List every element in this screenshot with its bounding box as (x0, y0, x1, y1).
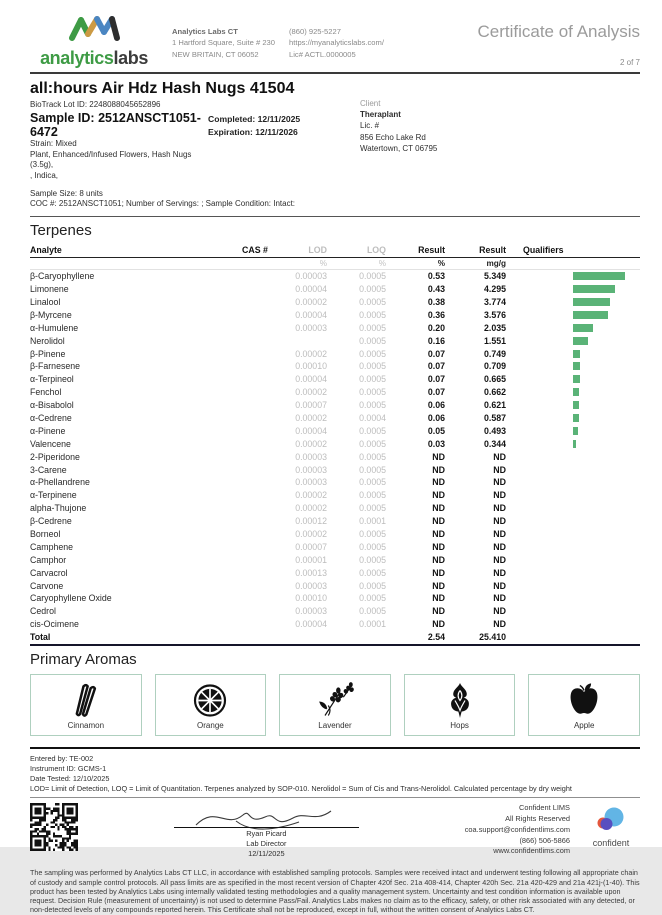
result-mgg-value: 0.621 (483, 400, 506, 411)
sample-id-row (30, 111, 640, 181)
sample-section-divider (30, 216, 640, 217)
lod-value: 0.00002 (295, 387, 327, 398)
page-header (30, 12, 640, 69)
aroma-box-hops (404, 674, 516, 736)
terpenes-title: Terpenes (30, 221, 92, 239)
lod-value: 0.00003 (295, 322, 327, 333)
loq-value: 0.0005 (359, 451, 386, 462)
result-bar (573, 401, 579, 409)
table-units-row (30, 258, 640, 270)
result-pct-value: ND (432, 464, 445, 475)
loq-value: 0.0005 (359, 425, 386, 436)
result-pct-value: 0.06 (427, 412, 445, 423)
result-pct-value: 0.53 (427, 271, 445, 282)
biotrack-lot-id: BioTrack Lot ID: 2248088045652896 (30, 100, 161, 109)
total-row (30, 631, 640, 646)
result-mgg-value: ND (493, 528, 506, 539)
loq-value: 0.0005 (359, 374, 386, 385)
loq-value: 0.0005 (359, 503, 386, 514)
result-bar (573, 362, 580, 370)
table-row (30, 566, 640, 579)
lod-value: 0.00007 (295, 541, 327, 552)
analyte-name: Limonene (30, 284, 69, 295)
matrix-line1: Plant, Enhanced/Infused Flowers, Hash Nugs (3.5g), (30, 149, 192, 170)
lab-address2: NEW BRITAIN, CT 06052 (172, 49, 259, 59)
lod-value: 0.00001 (295, 554, 327, 565)
loq-value: 0.0005 (359, 322, 386, 333)
result-bar (573, 298, 610, 306)
analyte-name: α-Pinene (30, 425, 66, 436)
total-result-mgg: 25.410 (479, 632, 506, 643)
zigzag-chart-logo-icon (68, 14, 120, 42)
aroma-label: Cinnamon (67, 720, 105, 730)
lab-address-block (172, 12, 275, 60)
analyte-name: Nerolidol (30, 335, 65, 346)
table-header-row (30, 245, 640, 258)
entered-by: Entered by: TE-002 (30, 753, 94, 763)
result-mgg-value: ND (493, 451, 506, 462)
loq-value: 0.0005 (359, 271, 386, 282)
analyte-name: Borneol (30, 528, 61, 539)
result-mgg-value: 3.774 (483, 296, 506, 307)
aromas-section (30, 651, 640, 749)
table-row (30, 553, 640, 566)
result-bar (573, 285, 615, 293)
analyte-name: α-Bisabolol (30, 400, 74, 411)
brand-wordmark (30, 48, 158, 69)
lod-value: 0.00004 (295, 374, 327, 385)
result-bar (573, 388, 579, 396)
unit-mgg: mg/g (486, 258, 506, 268)
aroma-label: Hops (450, 720, 469, 730)
confident-logo-text: confident (592, 838, 630, 849)
footer-divider (30, 797, 640, 798)
result-bar (573, 272, 625, 280)
analyte-name: α-Humulene (30, 322, 79, 333)
sample-info-section (30, 74, 640, 217)
analyte-name: Cedrol (30, 606, 56, 617)
confident-lims-logo (582, 803, 640, 848)
sample-id: Sample ID: 2512ANSCT1051-6472 (30, 111, 201, 140)
matrix-line2: , Indica, (30, 170, 59, 180)
analyte-name: Valencene (30, 438, 71, 449)
result-mgg-value: 3.576 (483, 309, 506, 320)
lod-value: 0.00010 (295, 361, 327, 372)
loq-value: 0.0005 (359, 335, 386, 346)
loq-value: 0.0005 (359, 567, 386, 578)
result-bar (573, 427, 578, 435)
result-mgg-value: ND (493, 593, 506, 604)
page-indicator: 2 of 7 (619, 58, 640, 67)
result-pct-value: ND (432, 451, 445, 462)
lab-website: https://myanalyticslabs.com/ (289, 38, 384, 48)
signature-line (174, 827, 359, 828)
table-row (30, 270, 640, 283)
apple-icon (564, 680, 604, 721)
instrument-id: Instrument ID: GCMS-1 (30, 763, 107, 773)
result-mgg-value: 0.344 (483, 438, 506, 449)
table-row (30, 579, 640, 592)
result-mgg-value: ND (493, 541, 506, 552)
table-row (30, 502, 640, 515)
result-mgg-value: 0.709 (483, 361, 506, 372)
aroma-box-cinnamon (30, 674, 142, 736)
aroma-box-apple (528, 674, 640, 736)
result-pct-value: 0.36 (427, 309, 445, 320)
table-row (30, 528, 640, 541)
result-pct-value: ND (432, 477, 445, 488)
lod-value: 0.00003 (295, 451, 327, 462)
lavender-icon (315, 680, 355, 721)
result-pct-value: ND (432, 528, 445, 539)
unit-pct: % (437, 258, 445, 268)
analyte-name: cis-Ocimene (30, 619, 79, 630)
lod-value: 0.00013 (295, 567, 327, 578)
lab-contact-block (289, 12, 384, 60)
result-pct-value: 0.07 (427, 374, 445, 385)
completed-date: Completed: 12/11/2025 (208, 114, 301, 125)
result-mgg-value: 0.493 (483, 425, 506, 436)
analyte-name: Carvone (30, 580, 64, 591)
lab-name: Analytics Labs CT (172, 27, 238, 36)
result-mgg-value: ND (493, 503, 506, 514)
loq-value: 0.0005 (359, 387, 386, 398)
document-title: Certificate of Analysis (477, 22, 640, 41)
lod-value: 0.00004 (295, 309, 327, 320)
client-label: Client (360, 99, 381, 108)
lod-value: 0.00010 (295, 593, 327, 604)
lab-license: Lic# ACTL.0000005 (289, 49, 356, 59)
analyticslabs-logo (30, 12, 158, 69)
lod-value: 0.00002 (295, 438, 327, 449)
loq-value: 0.0005 (359, 361, 386, 372)
coc-line: COC #: 2512ANSCT1051; Number of Servings: ; Sample Condition: Intact: (30, 199, 296, 209)
col-cas: CAS # (242, 244, 268, 255)
date-tested: Date Tested: 12/10/2025 (30, 774, 110, 784)
table-row (30, 283, 640, 296)
header-right (477, 12, 640, 67)
col-result-pct: Result (418, 244, 445, 255)
lod-value: 0.00012 (295, 516, 327, 527)
expiration-date: Expiration: 12/11/2026 (208, 126, 298, 137)
confident-logo-icon (594, 807, 628, 833)
qr-code (30, 803, 78, 851)
aroma-label: Lavender (318, 720, 352, 730)
lod-value: 0.00007 (295, 400, 327, 411)
loq-value: 0.0005 (359, 490, 386, 501)
brand-analytics: analytics (40, 48, 114, 68)
signature-date: 12/11/2025 (248, 849, 285, 859)
client-license: Lic. # (360, 121, 380, 131)
loq-value: 0.0005 (359, 309, 386, 320)
result-pct-value: 0.07 (427, 361, 445, 372)
result-pct-value: ND (432, 554, 445, 565)
aroma-box-lavender (279, 674, 391, 736)
lod-value: 0.00003 (295, 271, 327, 282)
client-address2: Watertown, CT 06795 (360, 143, 438, 153)
lab-address1: 1 Hartford Square, Suite # 230 (172, 38, 276, 48)
lims-info-block (465, 803, 570, 857)
loq-value: 0.0005 (359, 284, 386, 295)
result-bar (573, 375, 580, 383)
total-result-pct: 2.54 (427, 632, 445, 643)
lims-rights: All Rights Reserved (505, 814, 570, 824)
result-mgg-value: ND (493, 567, 506, 578)
result-bar (573, 414, 579, 422)
table-row (30, 373, 640, 386)
result-mgg-value: ND (493, 580, 506, 591)
result-mgg-value: 4.295 (483, 284, 506, 295)
cinnamon-icon (66, 680, 106, 721)
col-result-mgg: Result (479, 244, 506, 255)
table-row (30, 347, 640, 360)
result-pct-value: ND (432, 606, 445, 617)
analyte-name: α-Terpineol (30, 374, 74, 385)
analyte-name: 3-Carene (30, 464, 67, 475)
table-row (30, 412, 640, 425)
lod-value: 0.00003 (295, 580, 327, 591)
result-mgg-value: 0.749 (483, 348, 506, 359)
lod-value: 0.00003 (295, 477, 327, 488)
aromas-title: Primary Aromas (30, 650, 137, 668)
aroma-box-orange (155, 674, 267, 736)
loq-value: 0.0004 (359, 412, 386, 423)
result-mgg-value: ND (493, 477, 506, 488)
lims-name: Confident LIMS (519, 803, 570, 813)
terpenes-section (30, 222, 640, 646)
table-row (30, 437, 640, 450)
lims-phone: (866) 506-5866 (519, 835, 570, 845)
result-mgg-value: 0.665 (483, 374, 506, 385)
col-lod: LOD (308, 244, 327, 255)
lod-value: 0.00002 (295, 296, 327, 307)
signature-block (78, 803, 455, 859)
loq-value: 0.0005 (359, 348, 386, 359)
table-row (30, 308, 640, 321)
result-pct-value: ND (432, 593, 445, 604)
lod-value: 0.00002 (295, 412, 327, 423)
table-row (30, 386, 640, 399)
aroma-label: Orange (197, 720, 224, 730)
analyte-name: α-Phellandrene (30, 477, 90, 488)
loq-value: 0.0001 (359, 516, 386, 527)
lims-email: coa.support@confidentlims.com (464, 824, 570, 834)
table-row (30, 321, 640, 334)
analyte-name: Caryophyllene Oxide (30, 593, 112, 604)
analyte-name: α-Cedrene (30, 412, 72, 423)
table-row (30, 540, 640, 553)
lod-value: 0.00002 (295, 490, 327, 501)
table-row (30, 515, 640, 528)
client-block (360, 98, 437, 154)
aroma-boxes (30, 674, 640, 736)
col-qualifiers: Qualifiers (523, 244, 564, 255)
result-bar (573, 324, 593, 332)
client-address1: 856 Echo Lake Rd (360, 132, 426, 142)
loq-value: 0.0005 (359, 580, 386, 591)
result-mgg-value: ND (493, 619, 506, 630)
result-pct-value: 0.03 (427, 438, 445, 449)
result-pct-value: 0.16 (427, 335, 445, 346)
loq-value: 0.0005 (359, 606, 386, 617)
table-row (30, 605, 640, 618)
result-bar (573, 350, 580, 358)
loq-value: 0.0005 (359, 296, 386, 307)
loq-value: 0.0005 (359, 438, 386, 449)
client-name: Theraplant (360, 110, 401, 120)
table-row (30, 592, 640, 605)
table-row (30, 489, 640, 502)
analyte-name: 2-Piperidone (30, 451, 80, 462)
result-pct-value: ND (432, 580, 445, 591)
result-pct-value: ND (432, 541, 445, 552)
table-row (30, 296, 640, 309)
analyte-name: Carvacrol (30, 567, 68, 578)
table-row (30, 618, 640, 631)
analyte-name: β-Farnesene (30, 361, 81, 372)
loq-value: 0.0005 (359, 528, 386, 539)
result-bar (573, 337, 588, 345)
analyte-name: β-Myrcene (30, 309, 72, 320)
analyte-name: Fenchol (30, 387, 62, 398)
lod-value: 0.00002 (295, 503, 327, 514)
loq-value: 0.0005 (359, 541, 386, 552)
signature-row (30, 803, 640, 859)
result-mgg-value: ND (493, 464, 506, 475)
result-mgg-value: ND (493, 490, 506, 501)
loq-value: 0.0005 (359, 464, 386, 475)
lod-value: 0.00003 (295, 606, 327, 617)
result-pct-value: 0.20 (427, 322, 445, 333)
dates-block (208, 111, 300, 181)
analyte-name: Camphor (30, 554, 67, 565)
result-pct-value: ND (432, 567, 445, 578)
result-pct-value: 0.05 (427, 425, 445, 436)
lod-value: 0.00004 (295, 425, 327, 436)
result-pct-value: 0.43 (427, 284, 445, 295)
sample-size-line: Sample Size: 8 units (30, 188, 103, 198)
disclaimer-paragraph: The sampling was performed by Analytics Labs CT LLC, in accordance with established sampling protocols. Samples were received intact and underwent testing following all appropriate chain of custody and sample control protocols. All pass limits are as specified in the most recent version of Chapter 420f Sec. 21a 408-414, Chapter 420h Sec. 21a 420-429 and 21a 421j-(1-40). This product has been tested by Analytics Labs using internally validated testing methodologies and a quality management system. Uncertainty and test condition information is available upon request. Decision Rule (measurement of uncertainty) is not used to determine Pass/Fail. Analytics Labs makes no claim as to the efficacy, safety, or other risk associated with any detected, or non-detected levels of any compounds reported herein. This Certificate shall not be reproduced, except in full, without the written consent of Analytics Labs CT. (30, 868, 640, 915)
unit-lod: % (319, 258, 327, 268)
analyte-name: β-Pinene (30, 348, 66, 359)
result-pct-value: ND (432, 619, 445, 630)
sample-id-block (30, 111, 208, 181)
result-pct-value: 0.07 (427, 348, 445, 359)
analyte-name: β-Caryophyllene (30, 271, 95, 282)
terpene-table-body (30, 270, 640, 631)
result-pct-value: ND (432, 503, 445, 514)
result-mgg-value: 0.662 (483, 387, 506, 398)
brand-labs: labs (113, 48, 148, 68)
table-row (30, 463, 640, 476)
definitions-line: LOD= Limit of Detection, LOQ = Limit of Quantitation. Terpenes analyzed by SOP-010. Nerolidol = Sum of Cis and Trans-Nerolidol. Calculated percentage by dry weight (30, 784, 572, 794)
table-row (30, 360, 640, 373)
product-title: all:hours Air Hdz Hash Nugs 41504 (30, 80, 295, 97)
aromas-bottom-rule (30, 747, 640, 749)
loq-value: 0.0005 (359, 400, 386, 411)
result-mgg-value: ND (493, 554, 506, 565)
lod-value: 0.00002 (295, 528, 327, 539)
loq-value: 0.0005 (359, 554, 386, 565)
loq-value: 0.0005 (359, 477, 386, 488)
analyte-name: β-Cedrene (30, 516, 72, 527)
hops-icon (440, 680, 480, 721)
lod-value: 0.00003 (295, 464, 327, 475)
result-mgg-value: 5.349 (483, 271, 506, 282)
result-pct-value: 0.07 (427, 387, 445, 398)
result-mgg-value: 1.551 (483, 335, 506, 346)
loq-value: 0.0001 (359, 619, 386, 630)
strain-line: Strain: Mixed (30, 139, 77, 149)
total-label: Total (30, 632, 51, 643)
signer-title: Lab Director (246, 839, 287, 849)
analyte-name: alpha-Thujone (30, 503, 87, 514)
loq-value: 0.0005 (359, 593, 386, 604)
table-row (30, 450, 640, 463)
result-mgg-value: ND (493, 516, 506, 527)
lod-value: 0.00004 (295, 284, 327, 295)
table-row (30, 424, 640, 437)
result-pct-value: ND (432, 490, 445, 501)
lod-value: 0.00004 (295, 619, 327, 630)
analyte-name: Camphene (30, 541, 74, 552)
lims-website: www.confidentlims.com (493, 846, 570, 856)
result-pct-value: 0.38 (427, 296, 445, 307)
lod-value: 0.00002 (295, 348, 327, 359)
table-row (30, 476, 640, 489)
analyte-name: Linalool (30, 296, 61, 307)
result-mgg-value: 0.587 (483, 412, 506, 423)
result-pct-value: ND (432, 516, 445, 527)
table-row (30, 399, 640, 412)
signer-name: Ryan Picard (246, 829, 287, 839)
col-loq: LOQ (366, 244, 386, 255)
result-mgg-value: ND (493, 606, 506, 617)
result-bar (573, 440, 576, 448)
footer-meta (30, 754, 640, 795)
col-analyte: Analyte (30, 244, 62, 255)
analyte-name: α-Terpinene (30, 490, 77, 501)
lab-phone: (860) 925-5227 (289, 27, 341, 36)
result-pct-value: 0.06 (427, 400, 445, 411)
result-bar (573, 311, 608, 319)
table-row (30, 334, 640, 347)
unit-loq: % (378, 258, 386, 268)
result-mgg-value: 2.035 (483, 322, 506, 333)
orange-icon (190, 680, 230, 721)
aroma-label: Apple (573, 720, 595, 730)
